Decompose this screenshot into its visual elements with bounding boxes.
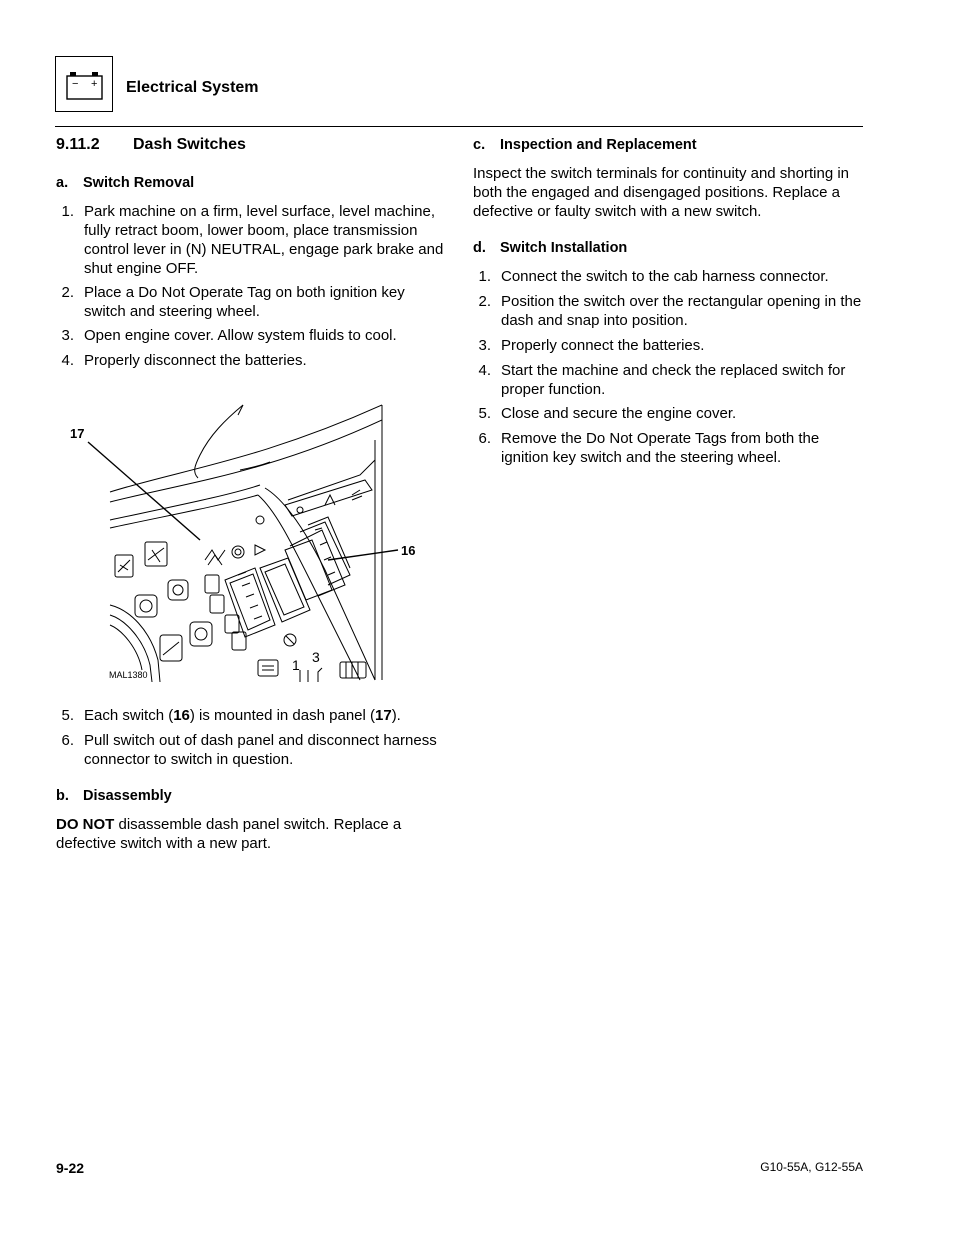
subhead-text: Inspection and Replacement [500,137,697,153]
subhead-text: Switch Installation [500,240,628,256]
callout-17: 17 [70,426,85,441]
header-divider [55,126,863,127]
subhead-letter: b. [56,788,69,804]
subhead-letter: a. [56,175,69,191]
paragraph-text: disassemble dash panel switch. Replace a defective switch with a new part. [56,816,402,852]
disassembly-paragraph [56,815,448,853]
item-text: Connect the switch to the cab harness connector. [501,268,829,285]
section-title [56,136,246,154]
inspection-heading [473,136,697,155]
subhead-text: Disassembly [83,788,172,804]
inspection-paragraph: Inspect the switch terminals for continuity and shorting in both the engaged and disengaged positions. Replace a defective or faulty switch with a new switch. [473,165,850,220]
item-text: Park machine on a firm, level surface, level machine, fully retract boom, lower boom, place transmission control lever in (N) NEUTRAL, engage park brake and shut engine OFF. [84,203,444,277]
subhead-text: Switch Removal [83,175,195,191]
battery-icon-box [55,56,113,112]
subhead-letter: c. [473,137,486,153]
section-heading: Dash Switches [133,136,246,153]
item-number: 5. [61,707,74,724]
item-number: 2. [61,284,74,301]
page-number: 9-22 [56,1160,85,1176]
item-number: 1. [478,268,491,285]
battery-plus: + [91,78,98,90]
item-number: 6. [61,732,74,749]
panel-number-3: 3 [312,649,320,665]
panel-number-1: 1 [292,657,300,673]
warning-text: DO NOT [56,816,115,833]
item-text: Pull switch out of dash panel and disconnect harness connector to switch in question. [84,732,437,768]
item-number: 6. [478,430,491,447]
item-number: 5. [478,405,491,422]
model-numbers: G10-55A, G12-55A [760,1160,863,1174]
callout-ref-17: 17 [375,707,392,724]
item-text: Remove the Do Not Operate Tags from both the ignition key switch and the steering wheel. [501,430,820,466]
item-number: 4. [61,352,74,369]
item-text: Position the switch over the rectangular opening in the dash and snap into position. [501,293,862,329]
disassembly-heading [56,787,172,806]
subhead-letter: d. [473,240,486,256]
item-text: Close and secure the engine cover. [501,405,737,422]
item-text: Properly connect the batteries. [501,337,705,354]
figure-label: MAL1380 [109,670,148,680]
item-text: Open engine cover. Allow system fluids to cool. [84,327,397,344]
switch-removal-heading [56,174,194,193]
callout-ref-16: 16 [173,707,190,724]
text-run: ). [391,707,401,724]
item-number: 4. [478,362,491,379]
text-run: ) is mounted in dash panel ( [189,707,375,724]
section-number: 9.11.2 [56,136,100,153]
item-number: 1. [61,203,74,220]
installation-heading [473,239,627,258]
item-text: Place a Do Not Operate Tag on both ignition key switch and steering wheel. [84,284,405,320]
item-number: 3. [478,337,491,354]
item-number: 3. [61,327,74,344]
item-number: 2. [478,293,491,310]
battery-minus: − [72,78,79,90]
item-text: Properly disconnect the batteries. [84,352,307,369]
battery-icon [56,57,112,111]
dash-panel-illustration [60,400,400,690]
header-title: Electrical System [126,79,259,96]
callout-16: 16 [401,543,416,558]
item-text [84,706,448,725]
item-text: Start the machine and check the replaced switch for proper function. [501,362,846,398]
text-run: Each switch ( [84,707,174,724]
dash-panel-figure [60,400,400,690]
